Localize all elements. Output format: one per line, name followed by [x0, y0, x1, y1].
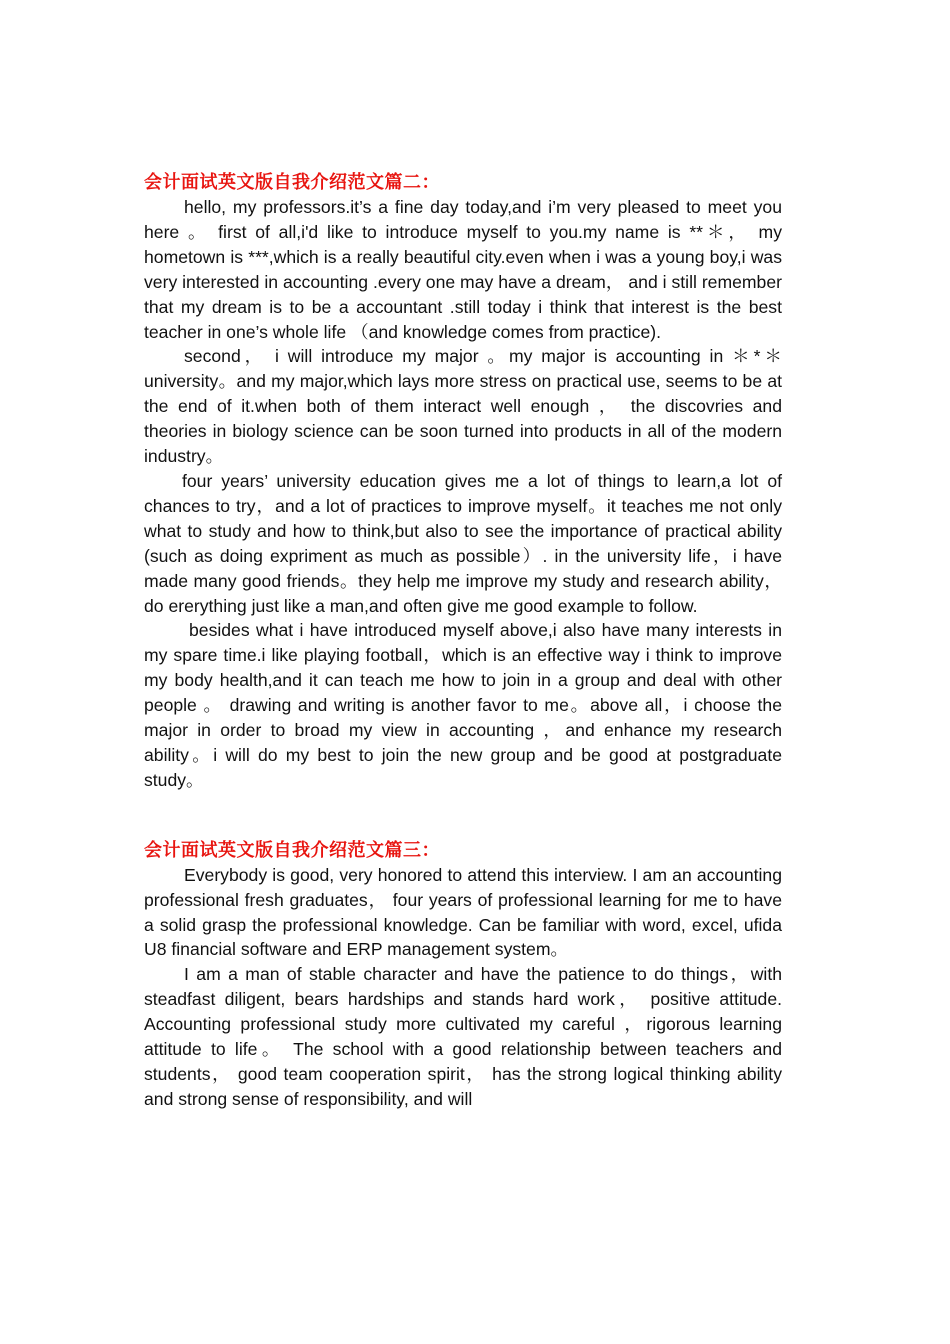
section-heading: 会计面试英文版自我介绍范文篇三： [144, 839, 440, 861]
paragraph: four years’ university education gives me a lot of things to learn,a lot of chances to try，and a lot of practices to improve myself。it teaches me not only what to study and how to think,but also to see the importance of practical ability (such as doing expriment as much as possible）. in the university life，i have made many good friends。they help me improve my study and research ability， do ererything just like a man,and often give me good example to follow. [144, 470, 782, 616]
paragraph: besides what i have introduced myself above,i also have many interests in my spare time.i like playing football，which is an effective way i think to improve my body health,and it can teach me how to join in a group and deal with other people 。 drawing and writing is another favor to me。above all，i choose the major in order to broad my view in accounting ，and enhance my research ability。i will do my best to join the new group and be good at postgraduate study。 [144, 620, 782, 790]
paragraph: second， i will introduce my major 。my major is accounting in ＊*＊ university。and my major,which lays more stress on practical use, seems to be at the end of it.when both of them interact well enough ， the discovries and theories in biology science can be soon turned into products in all of the modern industry。 [144, 346, 782, 467]
section-essay-three [144, 838, 782, 1112]
document-page [144, 170, 782, 1112]
section-essay-two [144, 170, 782, 793]
paragraph: Everybody is good, very honored to attend this interview. I am an accounting professional fresh graduates， four years of professional learning for me to have a solid grasp the professional knowledge. Can be familiar with word, excel, ufida U8 financial software and ERP management system。 [144, 864, 782, 960]
paragraph: I am a man of stable character and have the patience to do things，with steadfast diligent, bears hardships and stands hard work， positive attitude. Accounting professional study more cultivated my careful ，rigorous learning attitude to life。 The school with a good relationship between teachers and students， good team cooperation spirit， has the strong logical thinking ability and strong sense of responsibility, and will [144, 964, 782, 1109]
paragraph: hello, my professors.it’s a fine day today,and i’m very pleased to meet you here 。 first of all,i'd like to introduce myself to you.my name is **＊， my hometown is ***,which is a really beautiful city.even when i was a young boy,i was very interested in accounting .every one may have a dream， and i still remember that my dream is to be a accountant .still today i think that interest is the best teacher in one’s whole life （and knowledge comes from practice). [144, 197, 782, 342]
section-heading: 会计面试英文版自我介绍范文篇二： [144, 172, 440, 193]
